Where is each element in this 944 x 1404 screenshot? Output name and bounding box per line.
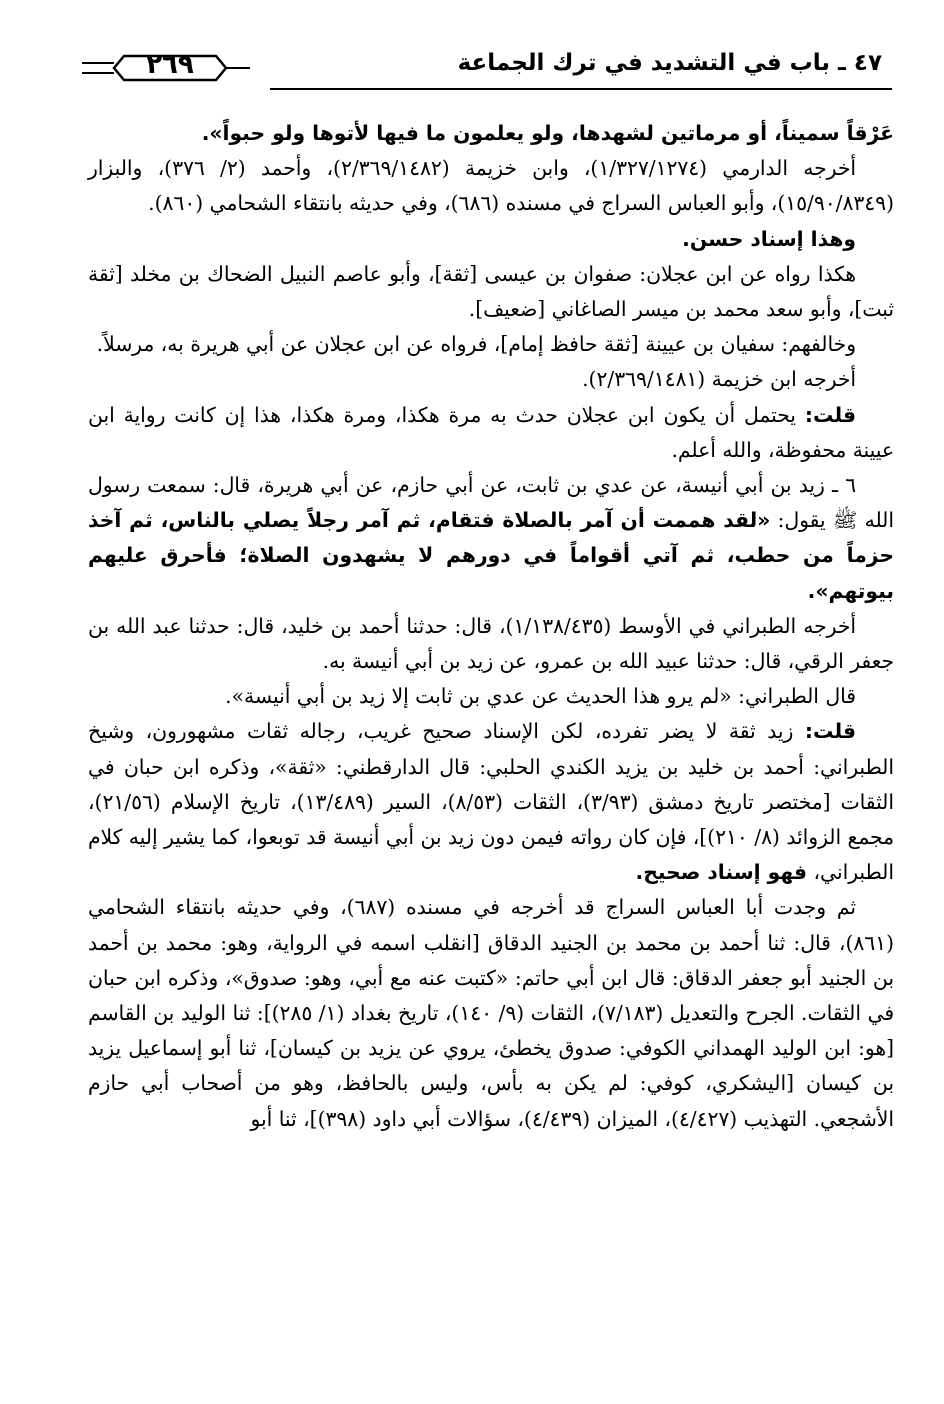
tabarani-quote: قال الطبراني: «لم يرو هذا الحديث عن عدي بن ثابت إلا زيد بن أبي أنيسة».	[225, 684, 856, 709]
takhrij-ibn-khuzaymah: أخرجه ابن خزيمة (٢/٣٦٩/١٤٨١).	[582, 367, 856, 392]
hadith-six-paragraph	[88, 468, 894, 609]
hadith-ending: عَرْقاً سميناً، أو مرماتين لشهدها، ولو يعلمون ما فيها لأتوها ولو حبواً».	[201, 121, 894, 145]
analysis-text: زيد ثقة لا يضر تفرده، لكن الإسناد صحيح غريب، رجاله ثقات مشهورون، وشيخ الطبراني: أحمد بن خليد بن يزيد الكندي الحلبي: قال الدارقطني: «ثقة»، وذكره ابن حبان في الثقات [مختصر تاريخ دمشق (٣/٩٣)، الثقات (٨/٥٣)، السير (١٣/٤٨٩)، تاريخ الإسلام (٢١/٥٦)، مجمع الزوائد (٨/ ٢١٠)]، فإن كان رواته فيمن دون زيد بن أبي أنيسة قد توبعوا، كما يشير إليه كلام الطبراني،	[88, 719, 894, 885]
siraj-paragraph: ثم وجدت أبا العباس السراج قد أخرجه في مسنده (٦٨٧)، وفي حديثه بانتقاء الشحامي (٨٦١)، قال: ثنا أحمد بن محمد بن الجنيد الدقاق [انقلب اسمه في الرواية، وهو: محمد بن أحمد بن الجنيد أبو جعفر الدقاق: قال ابن أبي حاتم: «كتبت عنه مع أبي، وهو: صدوق»، وذكره ابن حبان في الثقات. الجرح والتعديل (٧/١٨٣)، الثقات (٩/ ١٤٠)، تاريخ بغداد (١/ ٢٨٥)]: ثنا الوليد بن القاسم [هو: ابن الوليد الهمداني الكوفي: صدوق يخطئ، يروي عن يزيد بن كيسان]، ثنا أبو إسماعيل يزيد بن كيسان [اليشكري، كوفي: لم يكن به بأس، وليس بالحافظ، وهو من أصحاب أبي حازم الأشجعي. التهذيب (٤/٤٢٧)، الميزان (٤/٤٣٩)، سؤالات أبي داود (٣٩٨)]، ثنا أبو	[88, 895, 895, 1131]
analysis-conclusion: فهو إسناد صحيح.	[635, 860, 808, 885]
contradiction-paragraph: وخالفهم: سفيان بن عيينة [ثقة حافظ إمام]، فرواه عن ابن عجلان عن أبي هريرة به، مرسلاً.	[96, 332, 856, 357]
chapter-title: ٤٧ ـ باب في التشديد في ترك الجماعة	[457, 50, 882, 76]
comment-text: يحتمل أن يكون ابن عجلان حدث به مرة هكذا، ومرة هكذا، هذا إن كانت رواية ابن عيينة محفوظة، والله أعلم.	[88, 402, 894, 462]
header-rule	[270, 88, 892, 90]
takhrij-paragraph: أخرجه الدارمي (١/٣٢٧/١٢٧٤)، وابن خزيمة (٢/٣٦٩/١٤٨٢)، وأحمد (٢/ ٣٧٦)، والبزار (١٥/٩٠/٨٣٤٩)، وأبو العباس السراج في مسنده (٦٨٦)، وفي حديثه بانتقاء الشحامي (٨٦٠).	[88, 156, 894, 216]
analysis-label: قلت:	[804, 719, 856, 744]
isnad-ruling: وهذا إسناد حسن.	[682, 226, 856, 251]
comment-label: قلت:	[804, 402, 857, 427]
takhrij-tabarani: أخرجه الطبراني في الأوسط (١/١٣٨/٤٣٥)، قال: حدثنا أحمد بن خليد، قال: حدثنا عبد الله بن جعفر الرقي، قال: حدثنا عبيد الله بن عمرو، عن زيد بن أبي أنيسة به.	[88, 613, 894, 674]
main-text	[88, 116, 894, 1137]
hadith-six-text: «لقد هممت أن آمر بالصلاة فتقام، ثم آمر رجلاً يصلي بالناس، ثم آخذ حزماً من حطب، ثم آتي أقواماً في دورهم لا يشهدون الصلاة؛ فأحرق عليهم بيوتهم».	[88, 508, 894, 603]
page-number: ٢٦٩	[146, 50, 194, 80]
comment-paragraph	[88, 398, 894, 468]
analysis-paragraph	[88, 714, 894, 890]
narrators-paragraph: هكذا رواه عن ابن عجلان: صفوان بن عيسى [ثقة]، وأبو عاصم النبيل الضحاك بن مخلد [ثقة ثبت]، وأبو سعد محمد بن ميسر الصاغاني [ضعيف].	[88, 261, 894, 322]
hadith-six-intro: ٦ ـ زيد بن أبي أنيسة، عن عدي بن ثابت، عن أبي حازم، عن أبي هريرة، قال: سمعت رسول الله ﷺ يقول:	[88, 473, 894, 533]
page-header	[80, 44, 892, 92]
